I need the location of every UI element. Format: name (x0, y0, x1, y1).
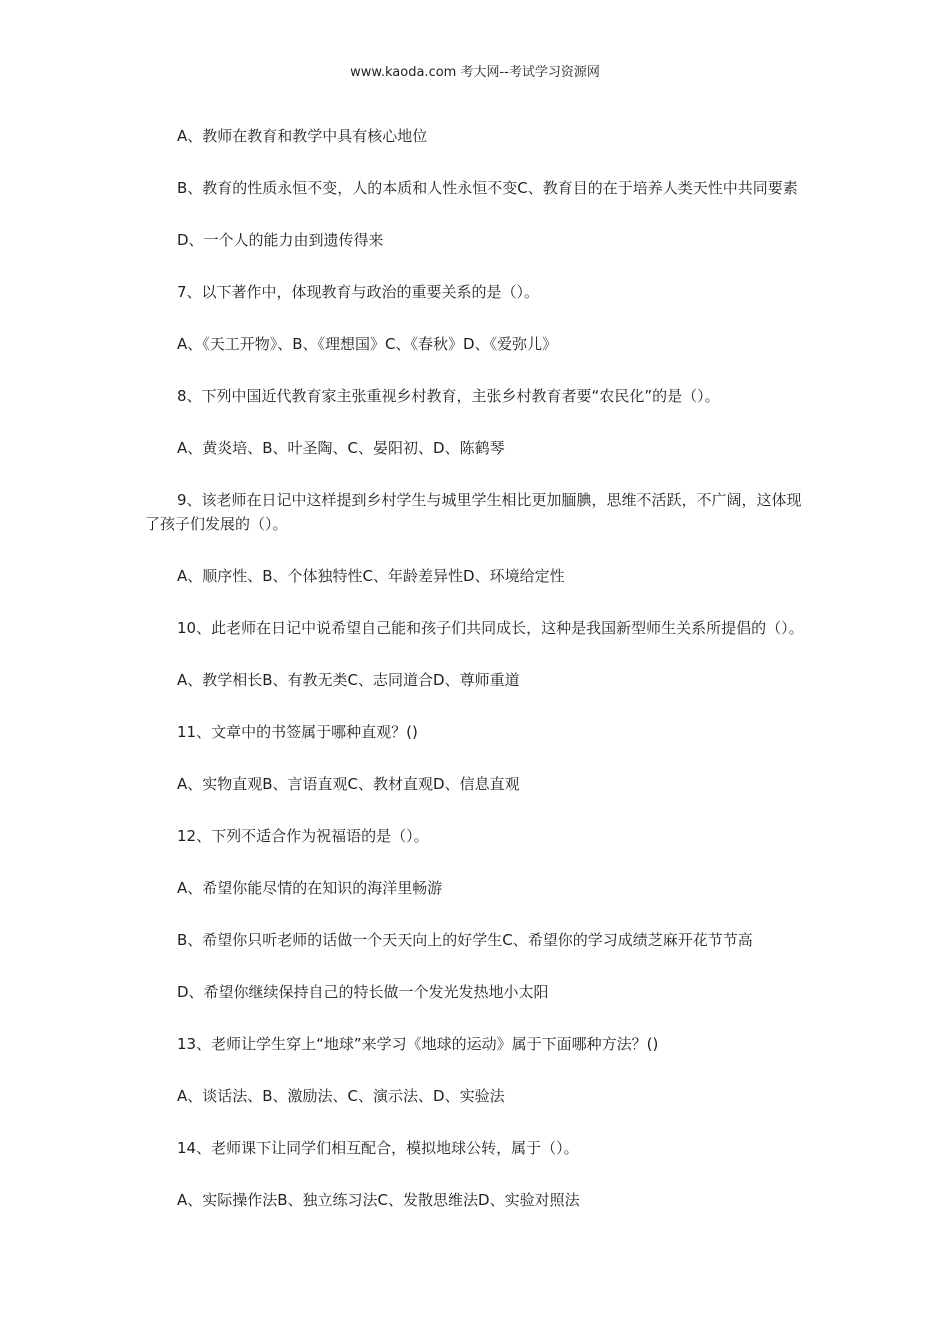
option-a-q12: A、希望你能尽情的在知识的海洋里畅游 (177, 879, 443, 897)
options-q7: A、《天工开物》、B、《理想国》C、《春秋》D、《爱弥儿》 (177, 335, 558, 353)
options-q8: A、黄炎培、B、叶圣陶、C、晏阳初、D、陈鹤琴 (177, 439, 505, 457)
options-q9: A、顺序性、B、个体独特性C、年龄差异性D、环境给定性 (177, 567, 565, 585)
document-body (145, 124, 810, 1240)
question-13: 13、老师让学生穿上“地球”来学习《地球的运动》属于下面哪种方法？() (177, 1035, 659, 1053)
options-bc-q12: B、希望你只听老师的话做一个天天向上的好学生C、希望你的学习成绩芝麻开花节节高 (177, 931, 753, 949)
question-14: 14、老师课下让同学们相互配合，模拟地球公转，属于（）。 (177, 1139, 579, 1157)
page-header: www.kaoda.com 考大网--考试学习资源网 (350, 65, 600, 80)
options-bc-q6: B、教育的性质永恒不变，人的本质和人性永恒不变C、教育目的在于培养人类天性中共同要素 (177, 179, 798, 197)
options-q14: A、实际操作法B、独立练习法C、发散思维法D、实验对照法 (177, 1191, 580, 1209)
options-q13: A、谈话法、B、激励法、C、演示法、D、实验法 (177, 1087, 505, 1105)
question-11: 11、文章中的书签属于哪种直观？() (177, 723, 418, 741)
option-d-q12: D、希望你继续保持自己的特长做一个发光发热地小太阳 (177, 983, 549, 1001)
options-q10: A、教学相长B、有教无类C、志同道合D、尊师重道 (177, 671, 520, 689)
question-7: 7、以下著作中，体现教育与政治的重要关系的是（）。 (177, 283, 540, 301)
option-d-q6: D、一个人的能力由到遗传得来 (177, 231, 384, 249)
question-10: 10、此老师在日记中说希望自己能和孩子们共同成长，这种是我国新型师生关系所提倡的（）。 (177, 619, 804, 637)
question-8: 8、下列中国近代教育家主张重视乡村教育，主张乡村教育者要“农民化”的是（）。 (177, 387, 720, 405)
options-q11: A、实物直观B、言语直观C、教材直观D、信息直观 (177, 775, 520, 793)
option-a-q6: A、教师在教育和教学中具有核心地位 (177, 127, 428, 145)
question-12: 12、下列不适合作为祝福语的是（）。 (177, 827, 429, 845)
question-9: 9、该老师在日记中这样提到乡村学生与城里学生相比更加腼腆，思维不活跃，不广阔，这体现了孩子们发展的（）。 (145, 491, 802, 533)
